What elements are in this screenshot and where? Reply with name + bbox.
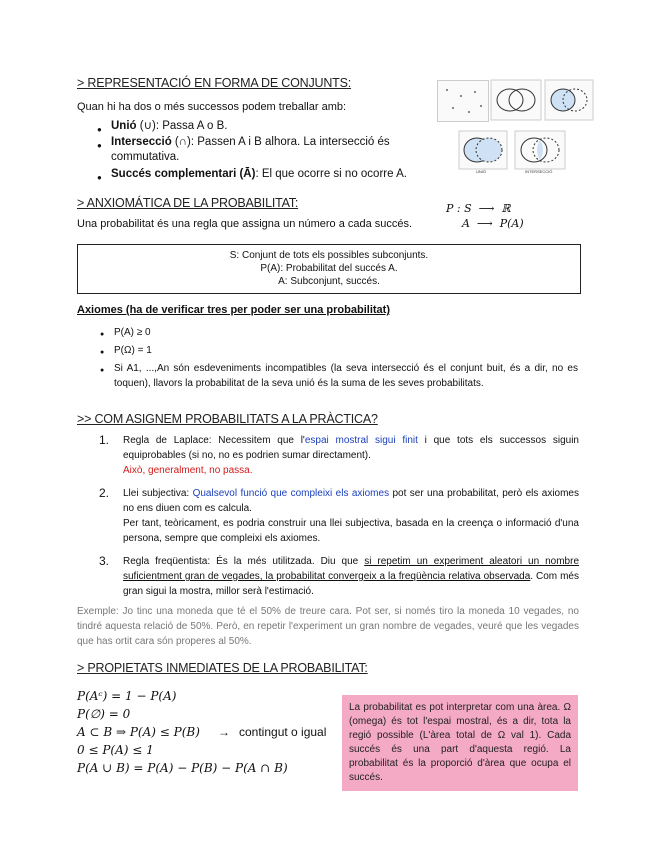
coin-example: Exemple: Jo tinc una moneda que té el 50% de treure cara. Pot ser, si només tiro la moneda 10 vegades, no tindré aquesta relació de 50%. Però, en repetir l'experiment un gran nombre de vegades, veuré que les vegades que has ortit cara són properes al 50%.	[77, 606, 579, 647]
formula-union: P(A ∪ B) = P(A) − P(B) − P(A ∩ B)	[77, 761, 288, 775]
mapping-line-1: P : S ⟶ ℝ	[446, 202, 511, 215]
axiomatics-text: Una probabilitat és una regla que assigna un número a cada succés.	[77, 218, 413, 230]
list-item: 2. Llei subjectiva: Qualsevol funció que compleixi els axiomes pot ser una probabilitat, però els axiomes no ens diuen com es calcula. Per tant, teòricament, es podria construir una llei subjectiva, basada en la creença o informació d'una persona, sempre que compleixi els axiomes.	[99, 486, 579, 544]
list-item: ● Si A1, ...,An són esdeveniments incompatibles (la seva intersecció és el conjunt buit, és a dir, no es toquen), llavors la probabilitat de la seva unió és la suma de les seves probabilitats.	[96, 361, 578, 391]
section-title-practice: >> COM ASIGNEM PROBABILITATS A LA PRÀCTICA?	[77, 412, 378, 426]
methods-list	[77, 433, 579, 599]
arrow-icon: →	[218, 725, 230, 739]
venn-sample-space-figure	[437, 80, 489, 122]
sets-list	[93, 119, 433, 182]
subset-note: contingut o igual	[239, 725, 327, 739]
axioms-title: Axiomes (ha de verificar tres per poder ser una probabilitat)	[77, 304, 390, 316]
list-item: ● P(Ω) = 1	[96, 343, 578, 358]
formula-complement: P(Aᶜ) = 1 − P(A)	[77, 689, 177, 703]
definitions-box	[77, 244, 581, 294]
list-item: 1. Regla de Laplace: Necessitem que l'espai mostral sigui finit i que tots els successos siguin equiprobables (si no, no es podrien sumar directament). Això, generalment, no passa.	[99, 433, 579, 476]
section-title-sets: > REPRESENTACIÓ EN FORMA DE CONJUNTS:	[77, 76, 352, 90]
section-title-axiomatics: > ANXIOMÁTICA DE LA PROBABILITAT:	[77, 196, 299, 210]
section-title-properties: > PROPIETATS INMEDIATES DE LA PROBABILITAT:	[77, 661, 368, 675]
list-item: ● Unió (∪): Passa A o B.	[93, 119, 433, 134]
venn-complement-figure	[544, 78, 594, 122]
mapping-line-2: A ⟶ P(A)	[462, 217, 524, 230]
list-item: ● Intersecció (∩): Passen A i B alhora. La intersecció és commutativa.	[93, 135, 433, 165]
definition-line: P(A): Probabilitat del succés A.	[260, 263, 398, 274]
area-interpretation-note: La probabilitat es pot interpretar com una àrea. Ω (omega) és tot l'espai mostral, és a dir, tota la regió possible (L'àrea total de Ω val 1). Cada succés és una part d'aquesta regió. La probabilitat és la proporció d'àrea que ocupa el succés.	[342, 695, 578, 791]
definition-line: A: Subconjunt, succés.	[278, 276, 380, 287]
definition-line: S: Conjunt de tots els possibles subconjunts.	[229, 250, 429, 261]
laplace-note: Això, generalment, no passa.	[123, 465, 253, 476]
list-item: ● P(A) ≥ 0	[96, 325, 578, 340]
formula-subset: A ⊂ B ⇒ P(A) ≤ P(B)	[77, 725, 200, 739]
sets-intro: Quan hi ha dos o més successos podem treballar amb:	[77, 101, 347, 113]
union-figure-label: UNIÓ	[476, 169, 486, 174]
venn-two-sets-figure	[490, 78, 542, 122]
formula-bounds: 0 ≤ P(A) ≤ 1	[77, 743, 154, 757]
formula-empty-set: P(∅) = 0	[77, 707, 131, 721]
list-item: 3. Regla freqüentista: És la més utilitzada. Diu que si repetim un experiment aleatori un nombre suficientment gran de vegades, la probabilitat convergeix a la freqüència relativa observada. Com més gran sigui la mostra, millor serà l'estimació.	[99, 554, 580, 597]
list-item: ● Succés complementari (Ā): El que ocorre si no ocorre A.	[93, 167, 433, 182]
intersection-figure-label: INTERSECCIÓ	[525, 169, 553, 174]
axioms-list	[96, 325, 578, 391]
